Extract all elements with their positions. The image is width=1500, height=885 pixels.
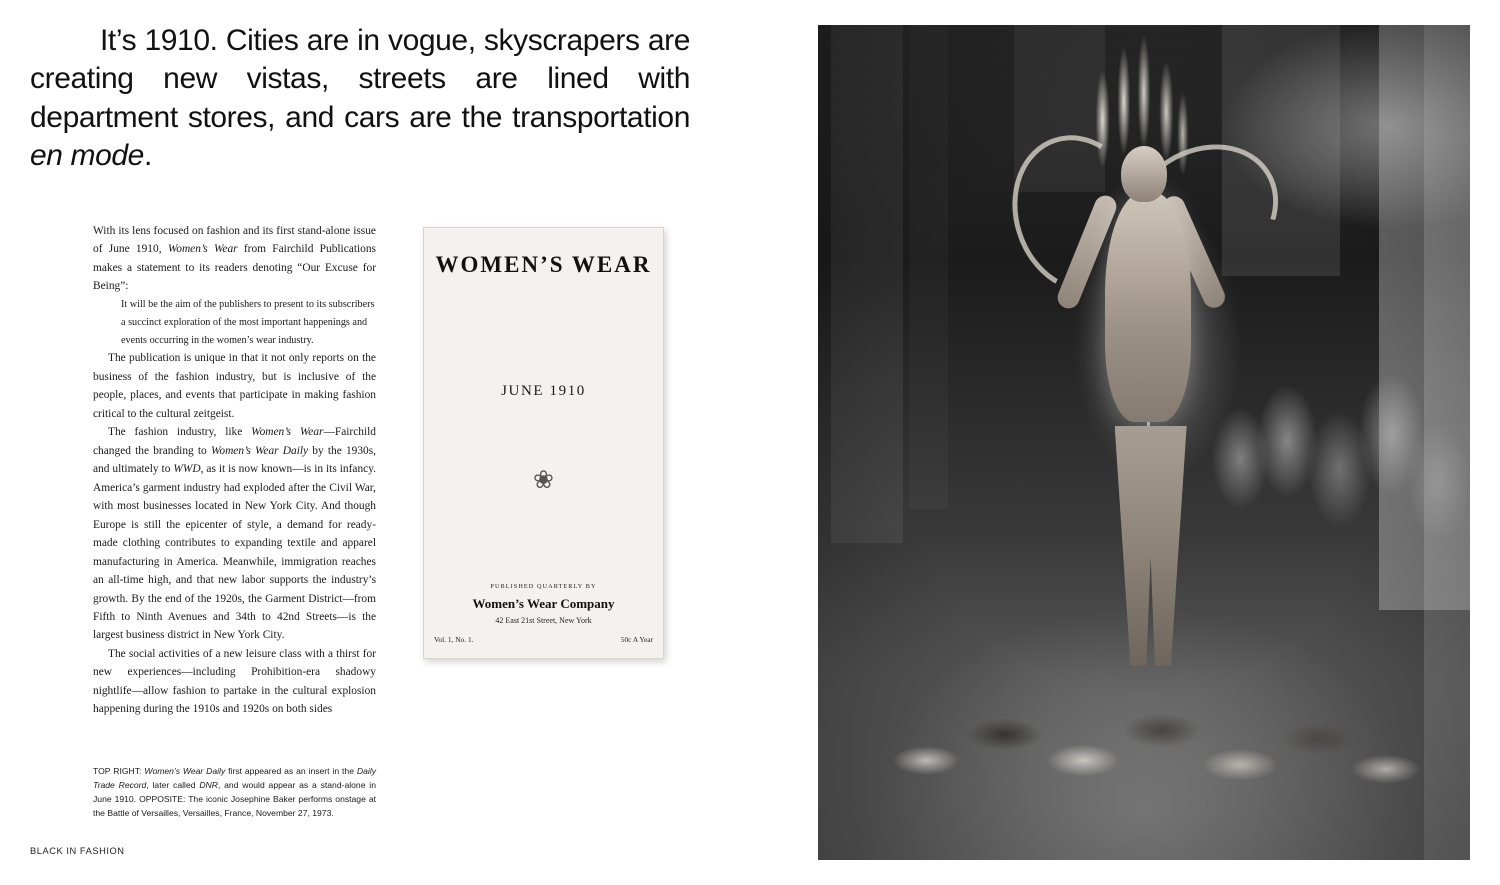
p3-text-b: —Fairchild changed the branding to: [93, 426, 376, 457]
headline-text-part-2: .: [143, 139, 152, 173]
magazine-cover-image: [423, 227, 664, 659]
body-paragraph-4: The social activities of a new leisure class with a thirst for new experiences—including Prohibition-era shadowy nightlife—allow fashion to partake in the cultural explosion happening during the 1910s and 1920s on both sides: [93, 647, 376, 716]
flower-ornament-icon: ❀: [533, 466, 554, 494]
page-headline: [30, 22, 690, 176]
caption-mid-1: first appeared as an insert in the: [225, 766, 357, 776]
p1-text-a: With its lens focused on fashion and its first stand-alone issue of June 1910,: [93, 225, 376, 256]
cover-date: JUNE 1910: [501, 383, 586, 399]
caption-lead-top-right: TOP RIGHT:: [93, 766, 145, 776]
cover-published-by: PUBLISHED QUARTERLY BY: [490, 583, 597, 590]
caption-italic-2: Daily Trade Record: [93, 766, 376, 790]
caption-mid-2: , later called: [146, 779, 200, 790]
caption-italic-3: DNR: [199, 779, 218, 790]
pull-quote: It will be the aim of the publishers to present to its subscribers a succinct exploration of the most important happenings and events occurring in the women’s wear industry.: [121, 298, 375, 346]
cover-company-name: Women’s Wear Company: [472, 596, 615, 611]
running-footer: BLACK IN FASHION: [30, 846, 125, 856]
photograph-josephine-baker: [818, 25, 1470, 860]
figure-caption: [93, 765, 376, 821]
caption-lead-opposite: OPPOSITE:: [139, 793, 189, 804]
p1-italic: Women’s Wear: [167, 243, 238, 256]
p3-text-d: , as it is now known—is in its infancy. America’s garment industry had exploded after the Civil War, with most businesses located in New York City. And though Europe is still the epicenter of style, a demand for ready-made clothing contributes to expanding textile and apparel manufacturing in America. Meanwhile, immigration reaches an all-time high, and that new labor supports the industry’s growth. By the end of the 1920s, the Garment District—from Fifth to Ninth Avenues and 34th to 42nd Streets—is the largest business district in New York City.: [93, 463, 376, 642]
cover-title: WOMEN’S WEAR: [435, 252, 652, 277]
p3-italic-3: WWD: [173, 463, 201, 476]
p3-text-a: The fashion industry, like: [108, 426, 252, 439]
caption-mid-3: , and would appear as a stand-alone in June 1910.: [93, 779, 376, 804]
cover-price: 50c A Year: [620, 635, 653, 644]
headline-emphasis: en mode: [30, 139, 144, 173]
p3-text-c: by the 1930s, and ultimately to: [93, 444, 377, 476]
headline-text-part-1: It’s 1910. Cities are in vogue, skyscrapers are creating new vistas, streets are lined with department stores, and cars are the transportation: [30, 24, 690, 134]
caption-italic-1: Women’s Wear Daily: [144, 766, 226, 776]
body-paragraph-3: [93, 423, 376, 645]
p3-italic-1: Women’s Wear: [251, 426, 324, 439]
body-paragraph-1: [93, 222, 376, 296]
p3-italic-2: Women’s Wear Daily: [210, 444, 309, 457]
photo-background: [818, 25, 1470, 860]
p1-text-b: from Fairchild Publications makes a statement to its readers denoting “Our Excuse for Being”:: [93, 243, 376, 293]
body-paragraph-2: The publication is unique in that it not only reports on the business of the fashion industry, but is inclusive of the people, places, and events that participate in making fashion critical to the cultural zeitgeist.: [93, 352, 376, 420]
body-column: [93, 222, 376, 719]
cover-volume-number: Vol. 1, No. 1.: [434, 635, 474, 644]
photo-vignette: [818, 25, 1470, 860]
caption-tail: The iconic Josephine Baker performs onstage at the Battle of Versailles, Versailles, France, November 27, 1973.: [93, 793, 376, 818]
cover-address: 42 East 21st Street, New York: [495, 616, 592, 625]
